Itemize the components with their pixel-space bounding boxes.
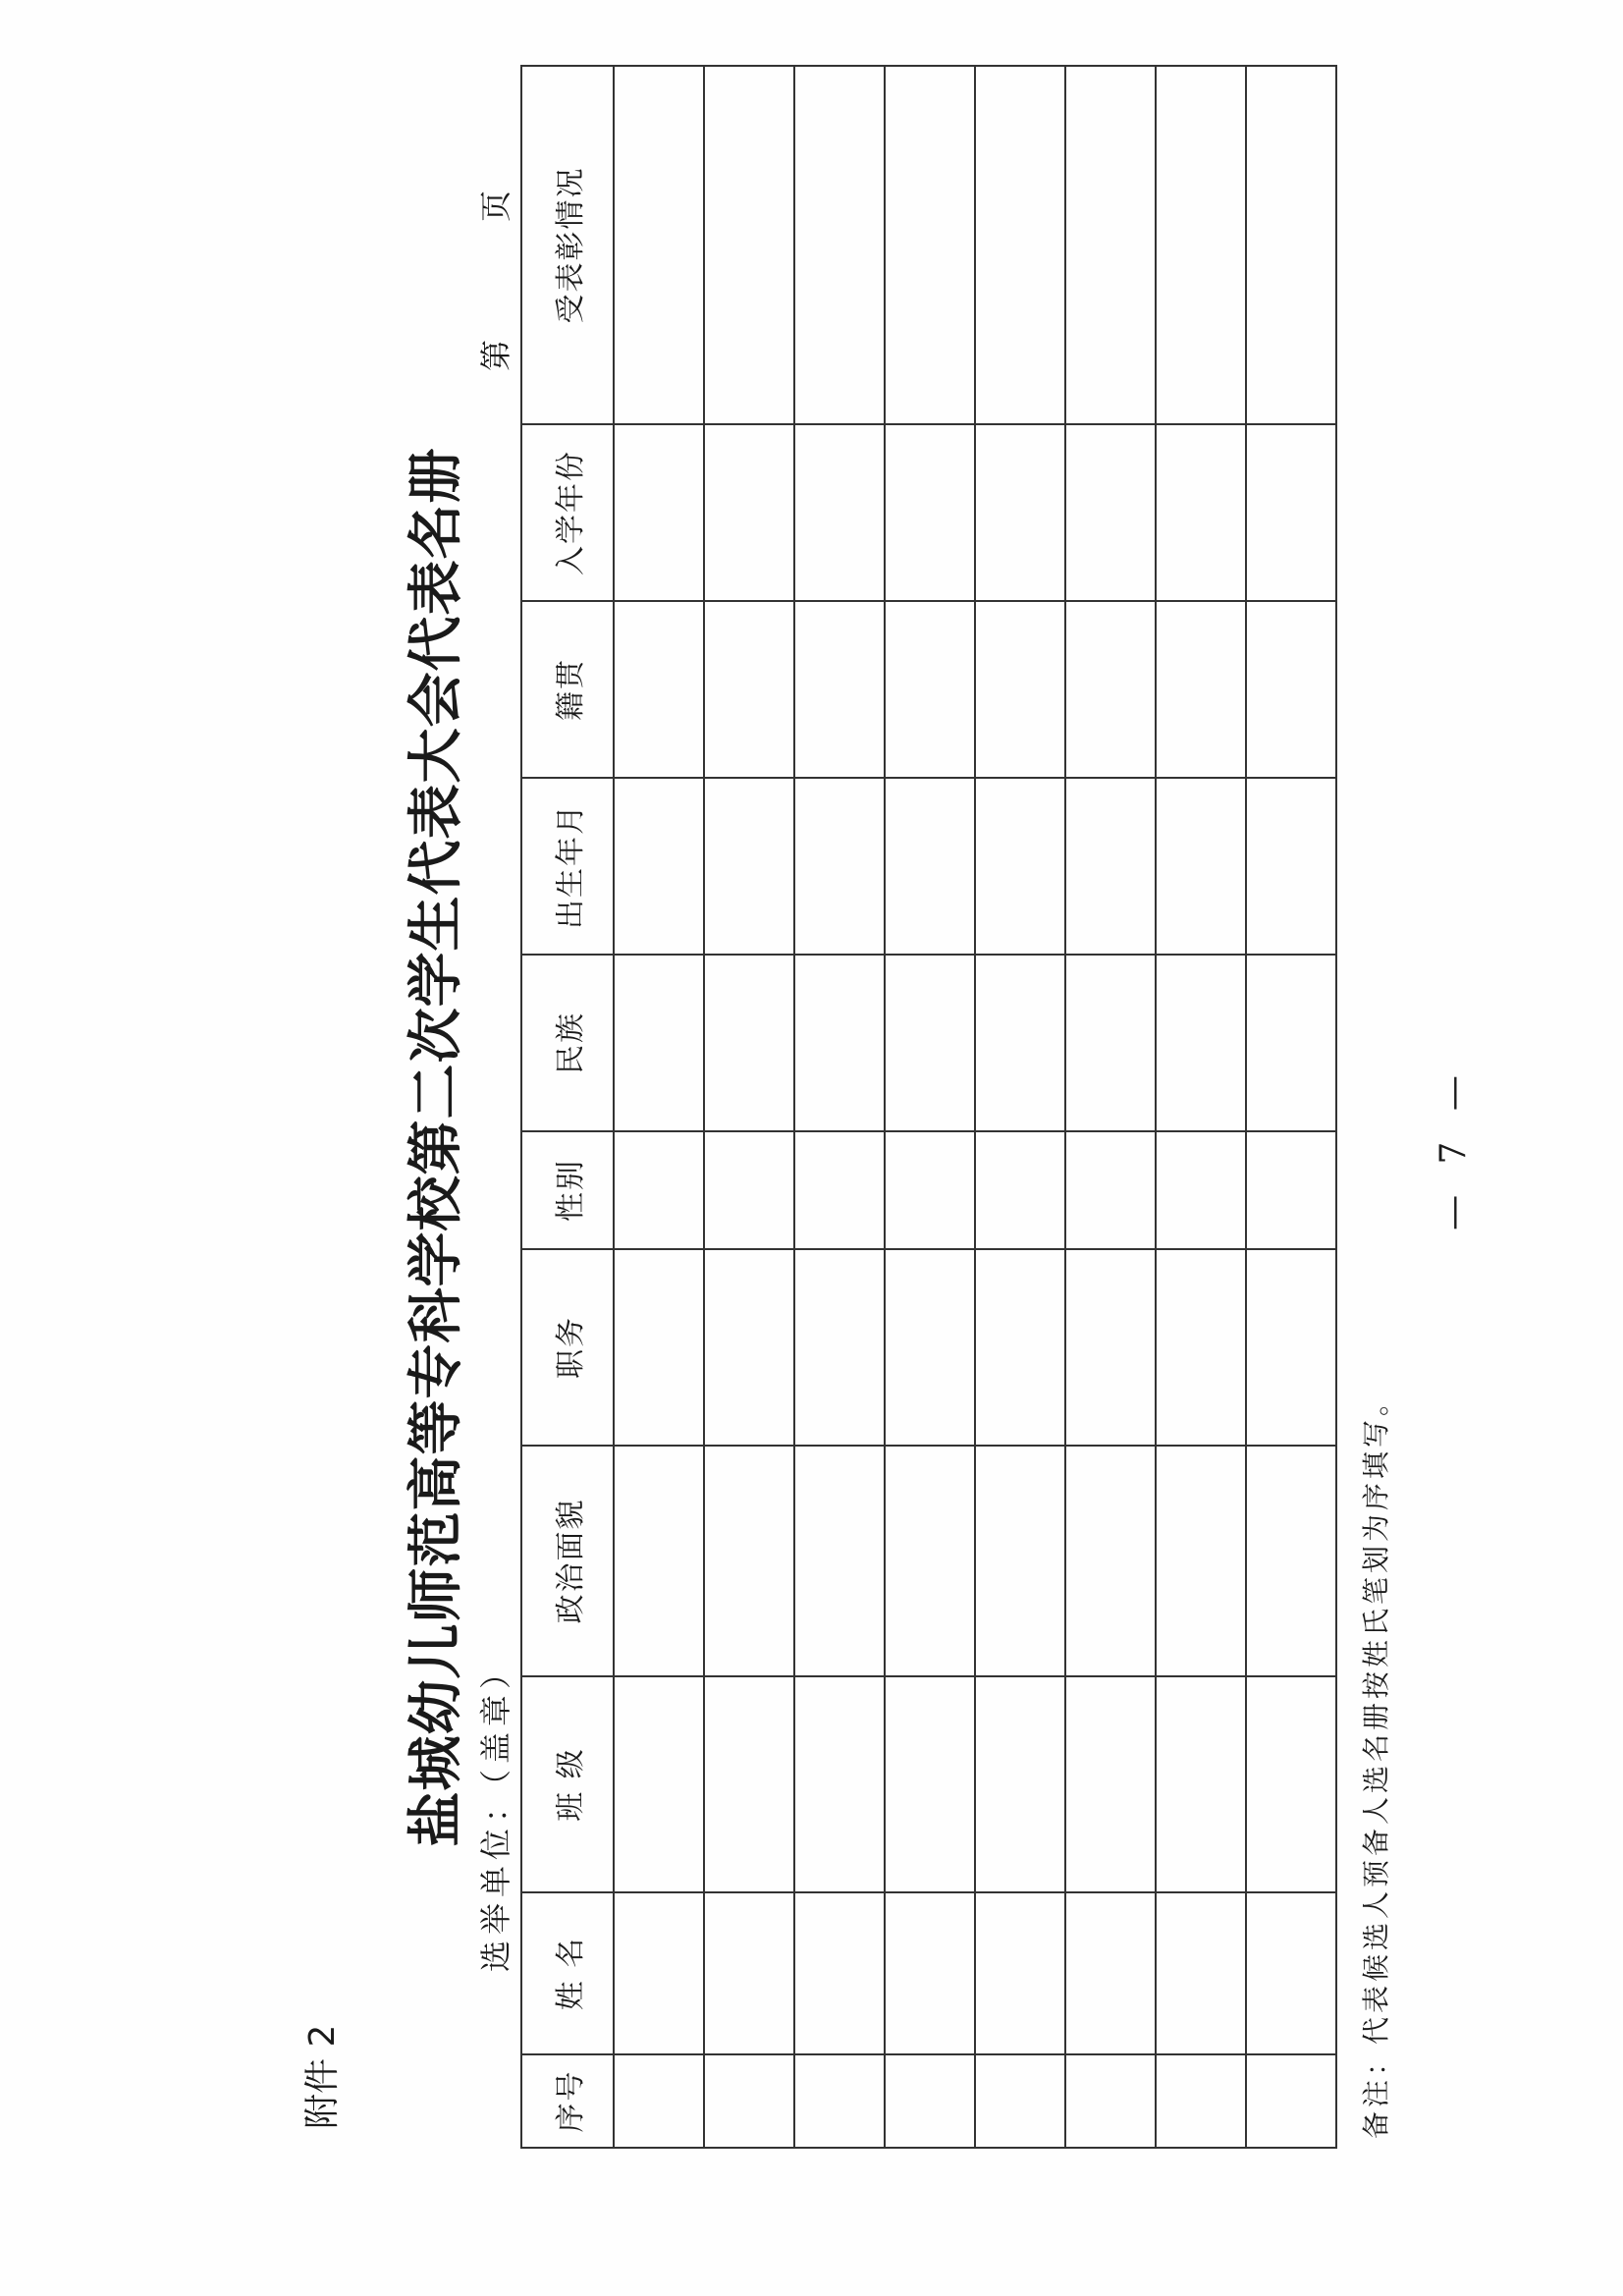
table-row — [704, 66, 794, 2148]
table-cell — [794, 1446, 885, 1676]
table-cell — [1065, 2054, 1156, 2148]
table-body — [614, 66, 1336, 2148]
table-cell — [704, 1131, 794, 1249]
table-cell — [614, 601, 704, 778]
table-cell — [704, 1249, 794, 1446]
table-cell — [794, 1131, 885, 1249]
table-cell — [614, 778, 704, 955]
table-cell — [1156, 1676, 1246, 1892]
table-cell — [704, 601, 794, 778]
table-cell — [704, 2054, 794, 2148]
table-cell — [1065, 1249, 1156, 1446]
table-cell — [1246, 1446, 1336, 1676]
column-header: 性别 — [521, 1131, 614, 1249]
table-cell — [1246, 1676, 1336, 1892]
column-header: 职务 — [521, 1249, 614, 1446]
table-cell — [1246, 2054, 1336, 2148]
table-cell — [704, 955, 794, 1131]
table-cell — [1246, 601, 1336, 778]
page-label-left: 第 — [477, 339, 514, 371]
table-cell — [704, 1892, 794, 2054]
table-cell — [794, 778, 885, 955]
table-cell — [794, 66, 885, 424]
table-cell — [1156, 1131, 1246, 1249]
attachment-label: 附件 2 — [302, 2024, 343, 2129]
table-row — [1246, 66, 1336, 2148]
table-cell — [704, 778, 794, 955]
page-footer: — 7 — — [1434, 1066, 1474, 1230]
table-cell — [1156, 2054, 1246, 2148]
table-cell — [794, 1892, 885, 2054]
table-cell — [885, 66, 975, 424]
table-cell — [794, 1676, 885, 1892]
table-cell — [885, 1131, 975, 1249]
table-cell — [614, 66, 704, 424]
table-cell — [1246, 424, 1336, 601]
table-cell — [1065, 778, 1156, 955]
table-cell — [614, 955, 704, 1131]
table-cell — [794, 955, 885, 1131]
table-cell — [885, 1892, 975, 2054]
table-cell — [704, 424, 794, 601]
footnote: 备注：代表候选人预备人选名册按姓氏笔划为序填写。 — [1360, 1384, 1392, 2139]
table-cell — [1065, 1892, 1156, 2054]
table-cell — [975, 778, 1065, 955]
document-title: 盐城幼儿师范高等专科学校第二次学生代表大会代表名册 — [404, 447, 468, 1847]
table-cell — [975, 1249, 1065, 1446]
table-cell — [614, 1249, 704, 1446]
table-cell — [614, 2054, 704, 2148]
table-cell — [1246, 1131, 1336, 1249]
table-header-row — [521, 66, 614, 2148]
table-cell — [975, 2054, 1065, 2148]
table-cell — [1156, 1446, 1246, 1676]
column-header: 籍贯 — [521, 601, 614, 778]
table-cell — [1246, 778, 1336, 955]
column-header: 序号 — [521, 2054, 614, 2148]
table-cell — [1065, 1676, 1156, 1892]
table-row — [885, 66, 975, 2148]
table-cell — [794, 2054, 885, 2148]
roster-table — [520, 65, 1337, 2149]
table-cell — [885, 424, 975, 601]
table-cell — [975, 1446, 1065, 1676]
table-cell — [1246, 66, 1336, 424]
table-cell — [614, 1676, 704, 1892]
table-cell — [704, 1676, 794, 1892]
column-header: 受表彰情况 — [521, 66, 614, 424]
table-cell — [1246, 955, 1336, 1131]
table-cell — [614, 1131, 704, 1249]
column-header: 班 级 — [521, 1676, 614, 1892]
table-cell — [1246, 1892, 1336, 2054]
table-cell — [885, 778, 975, 955]
column-header: 出生年月 — [521, 778, 614, 955]
table-cell — [1065, 1446, 1156, 1676]
table-cell — [885, 1249, 975, 1446]
table-row — [1156, 66, 1246, 2148]
table-cell — [975, 955, 1065, 1131]
table-cell — [885, 2054, 975, 2148]
table-cell — [975, 601, 1065, 778]
table-cell — [975, 66, 1065, 424]
page-number-field — [471, 191, 516, 371]
table-cell — [1156, 1892, 1246, 2054]
table-cell — [975, 1892, 1065, 2054]
column-header: 姓 名 — [521, 1892, 614, 2054]
table-cell — [1156, 66, 1246, 424]
page-label-right: 页 — [477, 190, 514, 222]
column-header: 入学年份 — [521, 424, 614, 601]
table-cell — [794, 424, 885, 601]
table-cell — [885, 601, 975, 778]
table-cell — [1065, 955, 1156, 1131]
table-cell — [975, 1676, 1065, 1892]
table-cell — [704, 1446, 794, 1676]
table-cell — [1065, 66, 1156, 424]
table-cell — [885, 1676, 975, 1892]
table-cell — [975, 424, 1065, 601]
table-cell — [1246, 1249, 1336, 1446]
table-cell — [1065, 1131, 1156, 1249]
table-cell — [1156, 424, 1246, 601]
table-cell — [885, 1446, 975, 1676]
table-cell — [975, 1131, 1065, 1249]
table-cell — [1156, 778, 1246, 955]
table-cell — [614, 424, 704, 601]
table-row — [614, 66, 704, 2148]
table-cell — [614, 1892, 704, 2054]
column-header: 政治面貌 — [521, 1446, 614, 1676]
table-cell — [614, 1446, 704, 1676]
table-cell — [794, 601, 885, 778]
table-cell — [1156, 955, 1246, 1131]
table-row — [975, 66, 1065, 2148]
table-cell — [1156, 601, 1246, 778]
table-cell — [1065, 601, 1156, 778]
table-cell — [794, 1249, 885, 1446]
table-cell — [704, 66, 794, 424]
table-cell — [1065, 424, 1156, 601]
table-cell — [1156, 1249, 1246, 1446]
table-cell — [885, 955, 975, 1131]
table-row — [794, 66, 885, 2148]
election-unit-label: 选举单位：（盖章） — [477, 1651, 514, 1972]
table-row — [1065, 66, 1156, 2148]
column-header: 民族 — [521, 955, 614, 1131]
